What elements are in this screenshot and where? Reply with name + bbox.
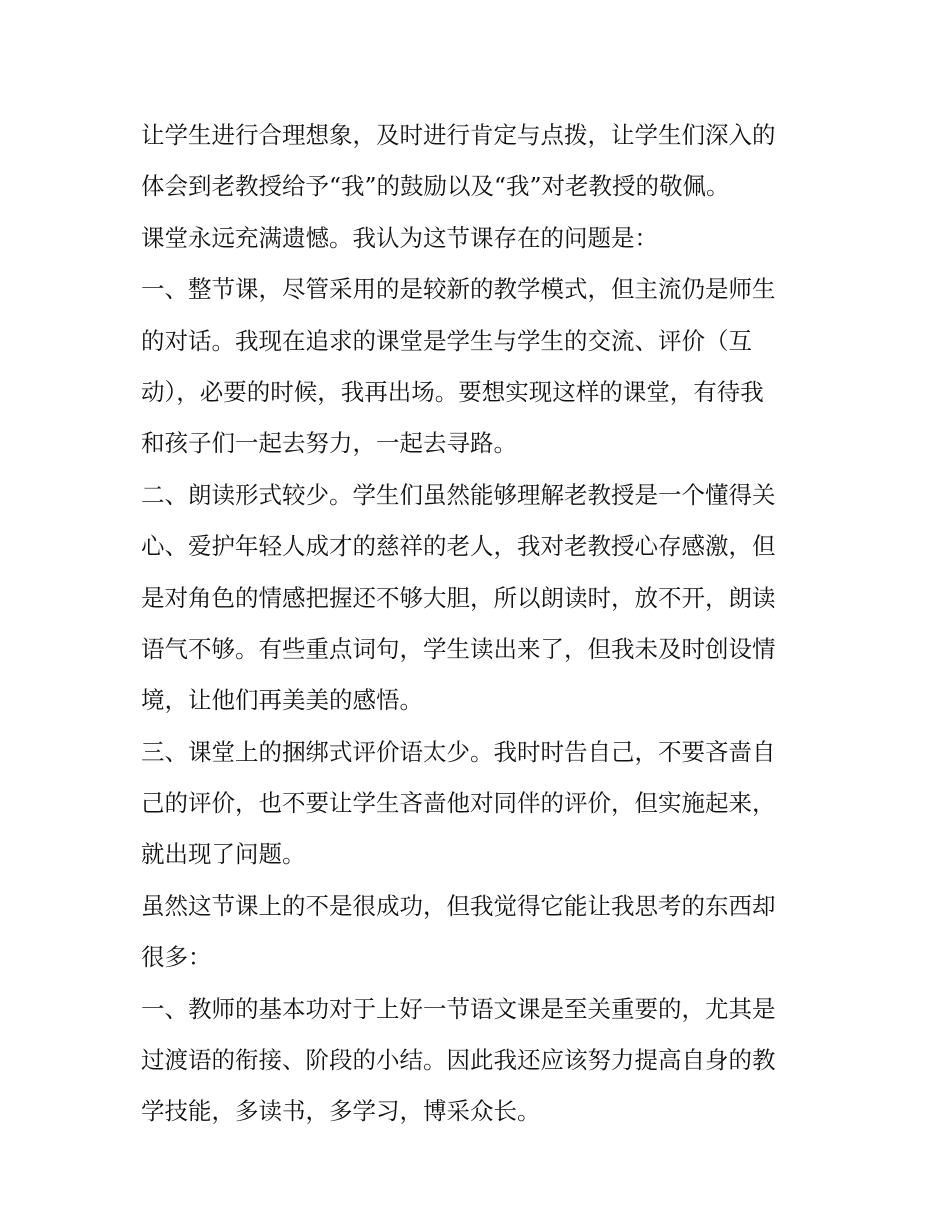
text-line: 的对话。我现在追求的课堂是学生与学生的交流、评价（互 (141, 326, 752, 355)
text-line: 就出现了问题。 (141, 840, 306, 869)
text-line: 三、课堂上的捆绑式评价语太少。我时时告自己，不要吝啬自 (141, 737, 776, 766)
body-text (141, 110, 821, 1138)
text-line: 一、教师的基本功对于上好一节语文课是至关重要的，尤其是 (141, 994, 776, 1023)
text-line: 课堂永远充满遗憾。我认为这节课存在的问题是： (141, 223, 658, 252)
text-line: 语气不够。有些重点词句，学生读出来了，但我未及时创设情 (141, 634, 776, 663)
text-line: 体会到老教授给予“我”的鼓励以及“我”对老教授的敬佩。 (141, 172, 730, 201)
text-line: 二、朗读形式较少。学生们虽然能够理解老教授是一个懂得关 (141, 480, 776, 509)
text-line: 让学生进行合理想象，及时进行肯定与点拨，让学生们深入的 (141, 121, 776, 149)
text-line: 境，让他们再美美的感悟。 (141, 686, 423, 715)
text-line: 己的评价，也不要让学生吝啬他对同伴的评价，但实施起来， (141, 789, 776, 818)
text-line: 动），必要的时候，我再出场。要想实现这样的课堂，有待我 (141, 377, 764, 406)
text-line: 和孩子们一起去努力，一起去寻路。 (141, 429, 517, 458)
text-line: 很多： (141, 943, 212, 972)
text-line: 虽然这节课上的不是很成功，但我觉得它能让我思考的东西却 (141, 891, 776, 920)
text-line: 一、整节课，尽管采用的是较新的教学模式，但主流仍是师生 (141, 275, 776, 304)
text-line: 心、爱护年轻人成才的慈祥的老人，我对老教授心存感激，但 (141, 532, 776, 561)
text-line: 学技能，多读书，多学习，博采众长。 (141, 1097, 541, 1126)
text-line: 过渡语的衔接、阶段的小结。因此我还应该努力提高自身的教 (141, 1046, 776, 1075)
text-line: 是对角色的情感把握还不够大胆，所以朗读时，放不开，朗读 (141, 583, 776, 612)
